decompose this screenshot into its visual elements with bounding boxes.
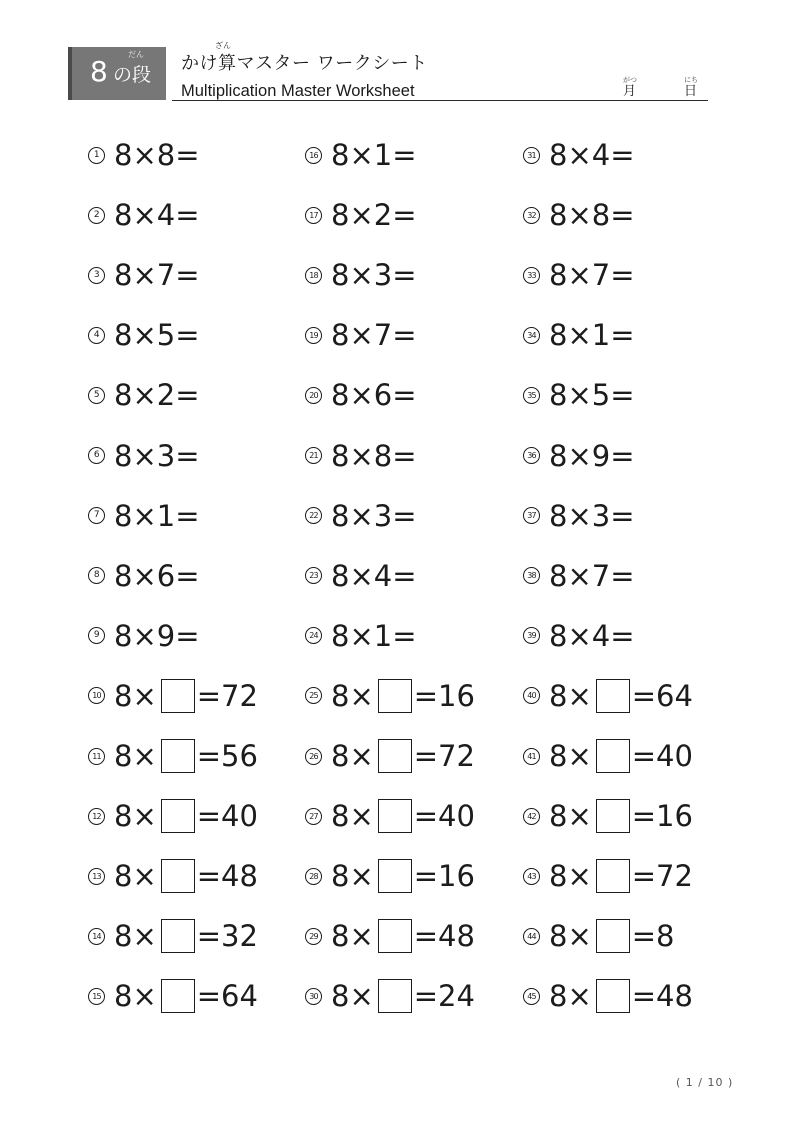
problem-item <box>88 375 200 415</box>
problem-number: 25 <box>305 687 322 704</box>
day-label: 日 <box>684 84 698 99</box>
badge-ruby: だん <box>128 50 144 59</box>
month-ruby: がつ <box>623 76 637 84</box>
times-table-badge <box>68 47 166 100</box>
problem-item <box>305 796 475 836</box>
answer-box[interactable] <box>378 979 412 1013</box>
problem-expression: 8×2= <box>114 378 200 413</box>
problem-item <box>305 255 417 295</box>
problem-number: 14 <box>88 928 105 945</box>
badge-kanji: の段 <box>113 64 152 86</box>
problem-item <box>523 916 675 956</box>
problem-item <box>305 556 417 596</box>
problem-number: 39 <box>523 627 540 644</box>
problem-expression: 8×3= <box>549 498 635 533</box>
header-divider <box>172 100 708 101</box>
problem-expression: 8×3= <box>331 498 417 533</box>
answer-box[interactable] <box>161 859 195 893</box>
problem-prefix: 8× <box>549 678 592 713</box>
problem-expression: 8×8= <box>331 438 417 473</box>
day-ruby: にち <box>684 76 698 84</box>
month-label: 月 <box>623 84 637 99</box>
problem-number: 22 <box>305 507 322 524</box>
problem-number: 12 <box>88 808 105 825</box>
badge-number: 8 <box>90 55 108 88</box>
problem-prefix: 8× <box>114 678 157 713</box>
problem-number: 21 <box>305 447 322 464</box>
problem-item <box>305 676 475 716</box>
problem-item <box>88 135 200 175</box>
answer-box[interactable] <box>161 979 195 1013</box>
problem-number: 9 <box>88 627 105 644</box>
problem-item <box>88 856 258 896</box>
problem-item <box>305 315 417 355</box>
problem-item <box>523 255 635 295</box>
problem-item <box>88 616 200 656</box>
problem-expression: 8×8= <box>549 198 635 233</box>
problem-item <box>88 796 258 836</box>
problem-number: 44 <box>523 928 540 945</box>
problem-result: =72 <box>631 859 693 894</box>
answer-box[interactable] <box>161 739 195 773</box>
title-ruby: ざん <box>215 41 231 50</box>
problem-item <box>305 856 475 896</box>
problem-prefix: 8× <box>331 799 374 834</box>
problem-item <box>88 556 200 596</box>
problem-expression: 8×7= <box>549 558 635 593</box>
problem-expression: 8×4= <box>549 138 635 172</box>
problem-prefix: 8× <box>331 859 374 894</box>
problem-number: 8 <box>88 567 105 584</box>
problem-number: 1 <box>88 147 105 164</box>
problem-prefix: 8× <box>331 678 374 713</box>
problem-item <box>305 916 475 956</box>
problem-number: 27 <box>305 808 322 825</box>
problem-result: =64 <box>631 678 693 713</box>
problem-result: =48 <box>413 919 475 954</box>
problem-item <box>88 916 258 956</box>
problem-result: =40 <box>631 739 693 773</box>
problem-item <box>523 556 635 596</box>
problem-expression: 8×5= <box>114 318 200 353</box>
answer-box[interactable] <box>596 859 630 893</box>
problem-expression: 8×4= <box>114 198 200 233</box>
problem-item <box>305 375 417 415</box>
answer-box[interactable] <box>596 919 630 953</box>
title-english: Multiplication Master Worksheet <box>181 82 415 100</box>
answer-box[interactable] <box>596 739 630 773</box>
problem-number: 31 <box>523 147 540 164</box>
problem-number: 32 <box>523 207 540 224</box>
problem-number: 33 <box>523 267 540 284</box>
problem-number: 10 <box>88 687 105 704</box>
problem-number: 41 <box>523 748 540 765</box>
problem-number: 7 <box>88 507 105 524</box>
problem-expression: 8×1= <box>331 618 417 653</box>
answer-box[interactable] <box>596 799 630 833</box>
problem-number: 17 <box>305 207 322 224</box>
problem-item <box>305 736 475 776</box>
problem-number: 35 <box>523 387 540 404</box>
problem-prefix: 8× <box>549 739 592 773</box>
problem-number: 6 <box>88 447 105 464</box>
problem-prefix: 8× <box>114 919 157 954</box>
problem-item <box>88 315 200 355</box>
problem-expression: 8×2= <box>331 198 417 233</box>
problem-item <box>523 436 635 476</box>
problem-prefix: 8× <box>549 799 592 834</box>
problem-number: 38 <box>523 567 540 584</box>
problem-result: =32 <box>196 919 258 954</box>
problem-number: 26 <box>305 748 322 765</box>
problem-prefix: 8× <box>549 979 592 1014</box>
problem-prefix: 8× <box>114 799 157 834</box>
answer-box[interactable] <box>596 679 630 713</box>
problem-prefix: 8× <box>331 739 374 773</box>
problem-item <box>305 436 417 476</box>
problem-result: =8 <box>631 919 675 954</box>
problem-number: 40 <box>523 687 540 704</box>
problem-prefix: 8× <box>331 979 374 1014</box>
problem-number: 43 <box>523 868 540 885</box>
problem-expression: 8×3= <box>114 438 200 473</box>
answer-box[interactable] <box>378 679 412 713</box>
answer-box[interactable] <box>378 919 412 953</box>
problem-item <box>523 616 635 656</box>
problem-expression: 8×9= <box>549 438 635 473</box>
answer-box[interactable] <box>161 799 195 833</box>
problem-item <box>88 436 200 476</box>
problem-number: 45 <box>523 988 540 1005</box>
problem-item <box>305 195 417 235</box>
problem-number: 19 <box>305 327 322 344</box>
problem-result: =24 <box>413 979 475 1014</box>
problem-expression: 8×1= <box>549 318 635 353</box>
answer-box[interactable] <box>378 859 412 893</box>
problem-number: 16 <box>305 147 322 164</box>
page-indicator: ( 1 / 10 ) <box>676 1076 734 1089</box>
problem-result: =64 <box>196 979 258 1014</box>
problem-number: 5 <box>88 387 105 404</box>
problem-number: 36 <box>523 447 540 464</box>
answer-box[interactable] <box>161 679 195 713</box>
problem-item <box>523 315 635 355</box>
problem-prefix: 8× <box>549 859 592 894</box>
problem-item <box>305 976 475 1016</box>
problem-result: =72 <box>196 678 258 713</box>
problem-number: 34 <box>523 327 540 344</box>
problem-number: 11 <box>88 748 105 765</box>
problem-expression: 8×8= <box>114 138 200 172</box>
problem-number: 37 <box>523 507 540 524</box>
problem-item <box>523 736 693 776</box>
problem-number: 4 <box>88 327 105 344</box>
problem-expression: 8×7= <box>549 258 635 293</box>
problem-item <box>88 496 200 536</box>
problem-expression: 8×3= <box>331 258 417 293</box>
problem-item <box>305 616 417 656</box>
problem-number: 2 <box>88 207 105 224</box>
problem-expression: 8×9= <box>114 618 200 653</box>
problem-result: =48 <box>631 979 693 1014</box>
problem-item <box>88 736 258 776</box>
problem-item <box>523 135 635 175</box>
problem-expression: 8×4= <box>331 558 417 593</box>
answer-box[interactable] <box>161 919 195 953</box>
problem-item <box>523 676 693 716</box>
problem-number: 29 <box>305 928 322 945</box>
problem-item <box>523 195 635 235</box>
problem-result: =16 <box>631 799 693 834</box>
problem-prefix: 8× <box>114 859 157 894</box>
problem-item <box>88 976 258 1016</box>
answer-box[interactable] <box>378 739 412 773</box>
problem-expression: 8×1= <box>114 498 200 533</box>
problem-number: 42 <box>523 808 540 825</box>
problem-prefix: 8× <box>114 739 157 773</box>
problem-item <box>523 856 693 896</box>
problem-number: 3 <box>88 267 105 284</box>
problem-expression: 8×6= <box>114 558 200 593</box>
problem-prefix: 8× <box>549 919 592 954</box>
problem-expression: 8×5= <box>549 378 635 413</box>
problem-item <box>88 195 200 235</box>
problem-item <box>305 135 417 175</box>
problem-number: 15 <box>88 988 105 1005</box>
problem-result: =72 <box>413 739 475 773</box>
problem-item <box>88 676 258 716</box>
problem-number: 30 <box>305 988 322 1005</box>
problem-result: =16 <box>413 859 475 894</box>
problem-result: =48 <box>196 859 258 894</box>
problem-expression: 8×4= <box>549 618 635 653</box>
problem-number: 13 <box>88 868 105 885</box>
problem-item <box>523 496 635 536</box>
problem-expression: 8×1= <box>331 138 417 172</box>
problem-expression: 8×7= <box>114 258 200 293</box>
problem-result: =40 <box>413 799 475 834</box>
problem-item <box>88 255 200 295</box>
title-japanese: かけ算マスター ワークシート <box>181 53 428 74</box>
problem-expression: 8×6= <box>331 378 417 413</box>
problem-prefix: 8× <box>331 919 374 954</box>
problem-result: =40 <box>196 799 258 834</box>
problem-expression: 8×7= <box>331 318 417 353</box>
problem-item <box>523 976 693 1016</box>
problem-item <box>305 496 417 536</box>
problem-number: 28 <box>305 868 322 885</box>
problem-result: =56 <box>196 739 258 773</box>
problem-number: 24 <box>305 627 322 644</box>
problem-item <box>523 375 635 415</box>
problem-number: 23 <box>305 567 322 584</box>
problem-number: 18 <box>305 267 322 284</box>
answer-box[interactable] <box>378 799 412 833</box>
problem-prefix: 8× <box>114 979 157 1014</box>
problem-result: =16 <box>413 678 475 713</box>
problem-item <box>523 796 693 836</box>
answer-box[interactable] <box>596 979 630 1013</box>
problem-number: 20 <box>305 387 322 404</box>
